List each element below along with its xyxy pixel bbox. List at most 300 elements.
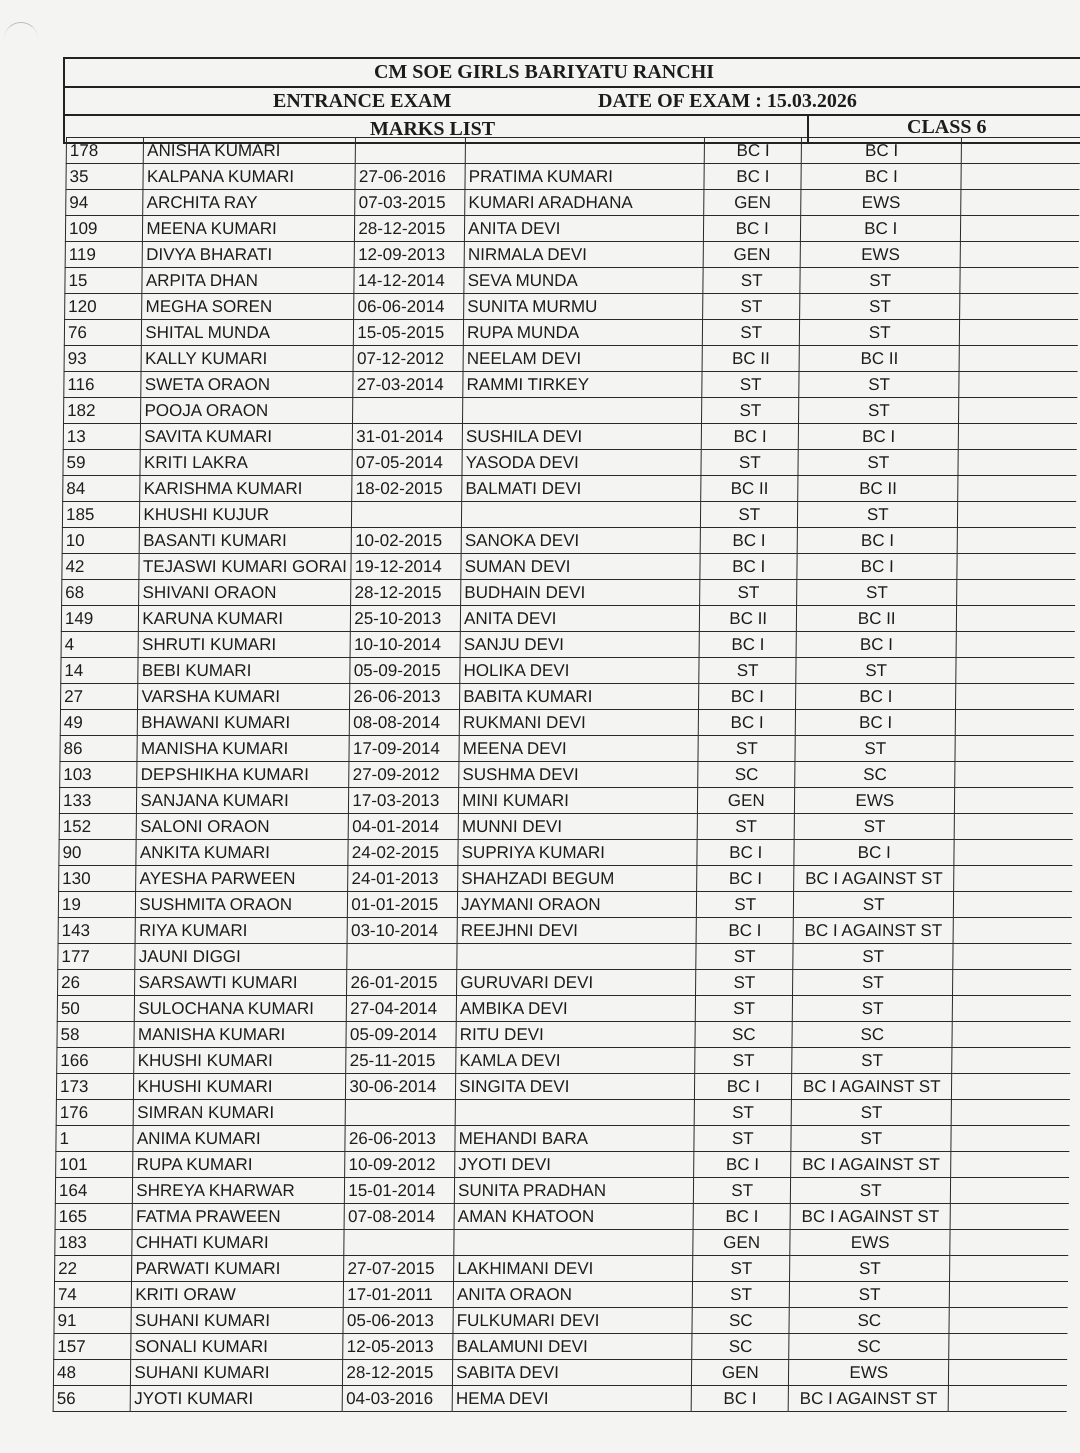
- category-cell: ST: [702, 320, 799, 346]
- roll-number-cell: 4: [61, 632, 139, 658]
- mother-name-cell: SANOKA DEVI: [461, 528, 700, 554]
- category-cell: ST: [694, 1100, 791, 1126]
- table-row: [63, 450, 1077, 476]
- date-of-birth-cell: 07-03-2015: [355, 190, 465, 216]
- date-of-birth-cell: 17-09-2014: [349, 736, 459, 762]
- table-row: [61, 632, 1075, 658]
- table-row: [62, 554, 1076, 580]
- exam-date: DATE OF EXAM : 15.03.2026: [598, 90, 857, 112]
- mother-name-cell: PRATIMA KUMARI: [465, 164, 704, 190]
- mother-name-cell: RAMMI TIRKEY: [463, 372, 702, 398]
- roll-number-cell: 68: [62, 580, 140, 606]
- category-cell: BC I: [696, 918, 793, 944]
- table-row: [54, 1282, 1068, 1308]
- table-row: [63, 424, 1077, 450]
- final-category-cell: BC I AGAINST ST: [794, 866, 954, 892]
- date-of-birth-cell: 26-01-2015: [347, 970, 457, 996]
- final-category-cell: EWS: [800, 242, 960, 268]
- blank-cell: [954, 814, 1073, 840]
- final-category-cell: BC I: [797, 528, 957, 554]
- final-category-cell: ST: [797, 580, 957, 606]
- final-category-cell: ST: [793, 944, 953, 970]
- marks-table: [53, 137, 1080, 1412]
- category-cell: SC: [692, 1308, 789, 1334]
- mother-name-cell: MEHANDI BARA: [455, 1126, 694, 1152]
- table-row: [59, 866, 1073, 892]
- student-name-cell: ARCHITA RAY: [143, 190, 355, 216]
- student-name-cell: SAVITA KUMARI: [141, 424, 353, 450]
- table-row: [53, 1360, 1067, 1386]
- table-row: [65, 216, 1079, 242]
- mother-name-cell: [455, 1100, 694, 1126]
- student-name-cell: ANKITA KUMARI: [136, 840, 348, 866]
- roll-number-cell: 74: [54, 1282, 132, 1308]
- student-name-cell: KALPANA KUMARI: [143, 164, 355, 190]
- table-row: [62, 580, 1076, 606]
- roll-number-cell: 27: [61, 684, 139, 710]
- table-row: [58, 918, 1072, 944]
- category-cell: BC I: [691, 1386, 788, 1412]
- mother-name-cell: JAYMANI ORAON: [457, 892, 696, 918]
- mother-name-cell: SUNITA PRADHAN: [454, 1178, 693, 1204]
- mother-name-cell: HEMA DEVI: [452, 1386, 691, 1412]
- mother-name-cell: MUNNI DEVI: [458, 814, 697, 840]
- blank-cell: [955, 788, 1074, 814]
- mother-name-cell: GURUVARI DEVI: [457, 970, 696, 996]
- blank-cell: [953, 944, 1072, 970]
- blank-cell: [949, 1282, 1068, 1308]
- blank-cell: [949, 1334, 1068, 1360]
- mother-name-cell: KUMARI ARADHANA: [465, 190, 704, 216]
- student-name-cell: KRITI ORAW: [132, 1282, 344, 1308]
- final-category-cell: BC I: [796, 632, 956, 658]
- date-of-birth-cell: 25-11-2015: [346, 1048, 456, 1074]
- table-row: [54, 1334, 1068, 1360]
- final-category-cell: ST: [792, 1048, 952, 1074]
- final-category-cell: ST: [799, 398, 959, 424]
- category-cell: BC I: [701, 424, 798, 450]
- mother-name-cell: SUSHMA DEVI: [459, 762, 698, 788]
- date-of-birth-cell: [356, 138, 466, 164]
- roll-number-cell: 149: [61, 606, 139, 632]
- mother-name-cell: [463, 398, 702, 424]
- roll-number-cell: 109: [65, 216, 143, 242]
- date-of-birth-cell: 08-08-2014: [350, 710, 460, 736]
- final-category-cell: BC I: [801, 164, 961, 190]
- category-cell: ST: [696, 892, 793, 918]
- student-name-cell: SHREYA KHARWAR: [133, 1178, 345, 1204]
- roll-number-cell: 94: [66, 190, 144, 216]
- blank-cell: [952, 1048, 1071, 1074]
- marks-list-header: [63, 57, 1080, 144]
- roll-number-cell: 185: [62, 502, 140, 528]
- table-row: [59, 814, 1073, 840]
- table-row: [56, 1074, 1070, 1100]
- mother-name-cell: LAKHIMANI DEVI: [454, 1256, 693, 1282]
- student-name-cell: SONALI KUMARI: [131, 1334, 343, 1360]
- category-cell: ST: [700, 580, 797, 606]
- date-of-birth-cell: 25-10-2013: [351, 606, 461, 632]
- category-cell: ST: [693, 1178, 790, 1204]
- student-name-cell: ANIMA KUMARI: [133, 1126, 345, 1152]
- final-category-cell: ST: [790, 1282, 950, 1308]
- blank-cell: [953, 918, 1072, 944]
- table-row: [60, 736, 1074, 762]
- mother-name-cell: SUPRIYA KUMARI: [458, 840, 697, 866]
- exam-row: [63, 88, 1080, 116]
- mother-name-cell: ANITA DEVI: [465, 216, 704, 242]
- category-cell: ST: [702, 372, 799, 398]
- category-cell: SC: [695, 1022, 792, 1048]
- roll-number-cell: 166: [57, 1048, 135, 1074]
- student-name-cell: KHUSHI KUMARI: [134, 1048, 346, 1074]
- roll-number-cell: 13: [63, 424, 141, 450]
- student-name-cell: BEBI KUMARI: [138, 658, 350, 684]
- date-of-birth-cell: 12-05-2013: [343, 1334, 453, 1360]
- date-of-birth-cell: 27-09-2012: [349, 762, 459, 788]
- final-category-cell: BC II: [797, 606, 957, 632]
- student-name-cell: JYOTI KUMARI: [131, 1386, 343, 1412]
- table-row: [58, 892, 1072, 918]
- final-category-cell: BC II: [798, 476, 958, 502]
- student-name-cell: TEJASWI KUMARI GORAI: [139, 554, 351, 580]
- mother-name-cell: ANITA DEVI: [460, 606, 699, 632]
- category-cell: BC I: [699, 684, 796, 710]
- student-name-cell: JAUNI DIGGI: [135, 944, 347, 970]
- list-title: MARKS LIST: [370, 118, 496, 140]
- blank-cell: [951, 1152, 1070, 1178]
- final-category-cell: ST: [800, 268, 960, 294]
- roll-number-cell: 90: [59, 840, 137, 866]
- category-cell: ST: [701, 502, 798, 528]
- blank-cell: [958, 502, 1077, 528]
- mother-name-cell: NIRMALA DEVI: [464, 242, 703, 268]
- category-cell: BC I: [700, 528, 797, 554]
- blank-cell: [950, 1178, 1069, 1204]
- mother-name-cell: [465, 138, 704, 164]
- final-category-cell: BC I AGAINST ST: [790, 1204, 950, 1230]
- roll-number-cell: 19: [58, 892, 136, 918]
- roll-number-cell: 15: [65, 268, 143, 294]
- table-row: [66, 190, 1080, 216]
- category-cell: ST: [695, 996, 792, 1022]
- blank-cell: [958, 424, 1077, 450]
- roll-number-cell: 50: [57, 996, 135, 1022]
- table-row: [61, 658, 1075, 684]
- table-row: [56, 1152, 1070, 1178]
- blank-cell: [951, 1100, 1070, 1126]
- blank-cell: [951, 1126, 1070, 1152]
- category-cell: ST: [703, 294, 800, 320]
- blank-cell: [954, 840, 1073, 866]
- roll-number-cell: 93: [64, 346, 142, 372]
- category-cell: BC II: [702, 346, 799, 372]
- roll-number-cell: 42: [62, 554, 140, 580]
- page-curl-mark: [4, 22, 38, 47]
- final-category-cell: ST: [791, 1100, 951, 1126]
- final-category-cell: EWS: [795, 788, 955, 814]
- date-of-birth-cell: 05-09-2015: [350, 658, 460, 684]
- student-name-cell: DEPSHIKHA KUMARI: [137, 762, 349, 788]
- mother-name-cell: SUSHILA DEVI: [462, 424, 701, 450]
- student-name-cell: MEGHA SOREN: [142, 294, 354, 320]
- table-row: [65, 294, 1079, 320]
- date-of-birth-cell: [344, 1230, 454, 1256]
- category-cell: SC: [692, 1334, 789, 1360]
- mother-name-cell: JYOTI DEVI: [455, 1152, 694, 1178]
- final-category-cell: BC I AGAINST ST: [788, 1386, 948, 1412]
- category-cell: ST: [692, 1282, 789, 1308]
- class-label: CLASS 6: [807, 114, 1080, 144]
- final-category-cell: ST: [791, 1178, 951, 1204]
- blank-cell: [954, 866, 1073, 892]
- table-row: [62, 502, 1076, 528]
- student-name-cell: VARSHA KUMARI: [138, 684, 350, 710]
- date-of-birth-cell: 28-12-2015: [343, 1360, 453, 1386]
- student-name-cell: KARUNA KUMARI: [139, 606, 351, 632]
- final-category-cell: SC: [795, 762, 955, 788]
- table-row: [59, 840, 1073, 866]
- date-of-birth-cell: 30-06-2014: [346, 1074, 456, 1100]
- mother-name-cell: SUNITA MURMU: [464, 294, 703, 320]
- date-of-birth-cell: 01-01-2015: [348, 892, 458, 918]
- date-of-birth-cell: 27-06-2016: [355, 164, 465, 190]
- date-of-birth-cell: 07-12-2012: [353, 346, 463, 372]
- final-category-cell: BC I: [794, 840, 954, 866]
- date-of-birth-cell: 06-06-2014: [354, 294, 464, 320]
- student-name-cell: MANISHA KUMARI: [134, 1022, 346, 1048]
- student-name-cell: MANISHA KUMARI: [137, 736, 349, 762]
- date-of-birth-cell: 18-02-2015: [352, 476, 462, 502]
- category-cell: GEN: [698, 788, 795, 814]
- roll-number-cell: 164: [55, 1178, 133, 1204]
- final-category-cell: ST: [796, 658, 956, 684]
- exam-title: ENTRANCE EXAM: [273, 90, 452, 112]
- roll-number-cell: 130: [59, 866, 137, 892]
- blank-cell: [961, 164, 1080, 190]
- mother-name-cell: [462, 502, 701, 528]
- mother-name-cell: RUPA MUNDA: [463, 320, 702, 346]
- date-of-birth-cell: 05-09-2014: [346, 1022, 456, 1048]
- blank-cell: [949, 1308, 1068, 1334]
- date-of-birth-cell: 17-01-2011: [344, 1282, 454, 1308]
- mother-name-cell: BALMATI DEVI: [462, 476, 701, 502]
- date-of-birth-cell: [346, 1100, 456, 1126]
- student-name-cell: SWETA ORAON: [141, 372, 353, 398]
- mother-name-cell: BUDHAIN DEVI: [461, 580, 700, 606]
- date-of-birth-cell: 28-12-2015: [355, 216, 465, 242]
- mother-name-cell: KAMLA DEVI: [456, 1048, 695, 1074]
- category-cell: GEN: [703, 242, 800, 268]
- table-row: [55, 1230, 1069, 1256]
- date-of-birth-cell: 24-01-2013: [348, 866, 458, 892]
- roll-number-cell: 1: [56, 1126, 134, 1152]
- student-name-cell: KRITI LAKRA: [140, 450, 352, 476]
- blank-cell: [950, 1230, 1069, 1256]
- final-category-cell: SC: [792, 1022, 952, 1048]
- table-row: [66, 164, 1080, 190]
- student-name-cell: RUPA KUMARI: [133, 1152, 345, 1178]
- table-row: [65, 268, 1079, 294]
- blank-cell: [956, 684, 1075, 710]
- roll-number-cell: 176: [56, 1100, 134, 1126]
- table-row: [65, 242, 1079, 268]
- final-category-cell: BC I AGAINST ST: [792, 1074, 952, 1100]
- mother-name-cell: RUKMANI DEVI: [459, 710, 698, 736]
- category-cell: BC I: [704, 138, 801, 164]
- final-category-cell: BC I AGAINST ST: [793, 918, 953, 944]
- roll-number-cell: 152: [59, 814, 137, 840]
- roll-number-cell: 56: [53, 1386, 131, 1412]
- roll-number-cell: 14: [61, 658, 139, 684]
- category-cell: BC I: [697, 866, 794, 892]
- final-category-cell: BC I: [801, 216, 961, 242]
- blank-cell: [961, 190, 1080, 216]
- blank-cell: [949, 1360, 1068, 1386]
- category-cell: BC I: [700, 554, 797, 580]
- roll-number-cell: 101: [56, 1152, 134, 1178]
- category-cell: BC I: [695, 1074, 792, 1100]
- table-row: [62, 528, 1076, 554]
- blank-cell: [957, 554, 1076, 580]
- roll-number-cell: 86: [60, 736, 138, 762]
- roll-number-cell: 48: [53, 1360, 131, 1386]
- student-name-cell: SARSAWTI KUMARI: [135, 970, 347, 996]
- student-name-cell: KARISHMA KUMARI: [140, 476, 352, 502]
- roll-number-cell: 119: [65, 242, 143, 268]
- final-category-cell: EWS: [790, 1230, 950, 1256]
- date-of-birth-cell: 12-09-2013: [354, 242, 464, 268]
- student-name-cell: SHIVANI ORAON: [139, 580, 351, 606]
- date-of-birth-cell: 10-10-2014: [350, 632, 460, 658]
- final-category-cell: ST: [795, 736, 955, 762]
- table-row: [63, 476, 1077, 502]
- blank-cell: [955, 710, 1074, 736]
- student-name-cell: RIYA KUMARI: [135, 918, 347, 944]
- student-name-cell: SULOCHANA KUMARI: [135, 996, 347, 1022]
- date-of-birth-cell: 14-12-2014: [354, 268, 464, 294]
- blank-cell: [959, 372, 1078, 398]
- student-name-cell: AYESHA PARWEEN: [136, 866, 348, 892]
- blank-cell: [950, 1204, 1069, 1230]
- category-cell: ST: [696, 944, 793, 970]
- blank-cell: [950, 1256, 1069, 1282]
- category-cell: BC I: [697, 840, 794, 866]
- category-cell: ST: [698, 736, 795, 762]
- student-name-cell: ARPITA DHAN: [142, 268, 354, 294]
- student-name-cell: KHUSHI KUMARI: [134, 1074, 346, 1100]
- category-cell: BC I: [698, 710, 795, 736]
- final-category-cell: BC II: [799, 346, 959, 372]
- date-of-birth-cell: 24-02-2015: [348, 840, 458, 866]
- category-cell: ST: [702, 398, 799, 424]
- mother-name-cell: SHAHZADI BEGUM: [458, 866, 697, 892]
- student-name-cell: SHITAL MUNDA: [142, 320, 354, 346]
- date-of-birth-cell: 07-05-2014: [352, 450, 462, 476]
- roll-number-cell: 76: [64, 320, 142, 346]
- final-category-cell: EWS: [789, 1360, 949, 1386]
- table-row: [63, 398, 1077, 424]
- date-of-birth-cell: 10-02-2015: [351, 528, 461, 554]
- category-cell: BC I: [694, 1152, 791, 1178]
- date-of-birth-cell: 26-06-2013: [345, 1126, 455, 1152]
- table-row: [60, 762, 1074, 788]
- date-of-birth-cell: 27-04-2014: [347, 996, 457, 1022]
- category-cell: ST: [699, 658, 796, 684]
- blank-cell: [956, 606, 1075, 632]
- category-cell: BC I: [704, 164, 801, 190]
- table-row: [60, 710, 1074, 736]
- category-cell: BC I: [699, 632, 796, 658]
- blank-cell: [956, 632, 1075, 658]
- student-name-cell: MEENA KUMARI: [143, 216, 355, 242]
- mother-name-cell: [454, 1230, 693, 1256]
- date-of-birth-cell: 03-10-2014: [347, 918, 457, 944]
- table-row: [57, 996, 1071, 1022]
- category-cell: ST: [696, 970, 793, 996]
- category-cell: GEN: [692, 1360, 789, 1386]
- date-of-birth-cell: 28-12-2015: [351, 580, 461, 606]
- roll-number-cell: 22: [55, 1256, 133, 1282]
- student-name-cell: FATMA PRAWEEN: [132, 1204, 344, 1230]
- roll-number-cell: 133: [59, 788, 137, 814]
- date-of-birth-cell: 17-03-2013: [349, 788, 459, 814]
- mother-name-cell: BABITA KUMARI: [460, 684, 699, 710]
- table-row: [54, 1308, 1068, 1334]
- student-name-cell: CHHATI KUMARI: [132, 1230, 344, 1256]
- roll-number-cell: 178: [66, 138, 144, 164]
- date-of-birth-cell: 27-07-2015: [344, 1256, 454, 1282]
- date-of-birth-cell: 04-01-2014: [349, 814, 459, 840]
- blank-cell: [959, 398, 1078, 424]
- mother-name-cell: RITU DEVI: [456, 1022, 695, 1048]
- mother-name-cell: NEELAM DEVI: [463, 346, 702, 372]
- final-category-cell: ST: [798, 502, 958, 528]
- blank-cell: [952, 996, 1071, 1022]
- mother-name-cell: SABITA DEVI: [453, 1360, 692, 1386]
- student-name-cell: SALONI ORAON: [137, 814, 349, 840]
- final-category-cell: ST: [793, 996, 953, 1022]
- roll-number-cell: 116: [64, 372, 142, 398]
- table-row: [59, 788, 1073, 814]
- mother-name-cell: HOLIKA DEVI: [460, 658, 699, 684]
- final-category-cell: ST: [790, 1256, 950, 1282]
- table-row: [64, 320, 1078, 346]
- date-of-birth-cell: 04-03-2016: [343, 1386, 453, 1412]
- blank-cell: [958, 450, 1077, 476]
- blank-cell: [957, 528, 1076, 554]
- blank-cell: [952, 1074, 1071, 1100]
- final-category-cell: ST: [798, 450, 958, 476]
- roll-number-cell: 58: [57, 1022, 135, 1048]
- category-cell: ST: [703, 268, 800, 294]
- blank-cell: [948, 1386, 1067, 1412]
- mother-name-cell: MINI KUMARI: [459, 788, 698, 814]
- blank-cell: [953, 892, 1072, 918]
- roll-number-cell: 183: [55, 1230, 133, 1256]
- final-category-cell: ST: [793, 970, 953, 996]
- category-cell: BC I: [693, 1204, 790, 1230]
- final-category-cell: BC I: [799, 424, 959, 450]
- blank-cell: [955, 736, 1074, 762]
- final-category-cell: SC: [789, 1334, 949, 1360]
- student-name-cell: SHRUTI KUMARI: [138, 632, 350, 658]
- roll-number-cell: 173: [56, 1074, 134, 1100]
- date-of-birth-cell: 27-03-2014: [353, 372, 463, 398]
- table-row: [55, 1204, 1069, 1230]
- mother-name-cell: YASODA DEVI: [462, 450, 701, 476]
- date-of-birth-cell: 19-12-2014: [351, 554, 461, 580]
